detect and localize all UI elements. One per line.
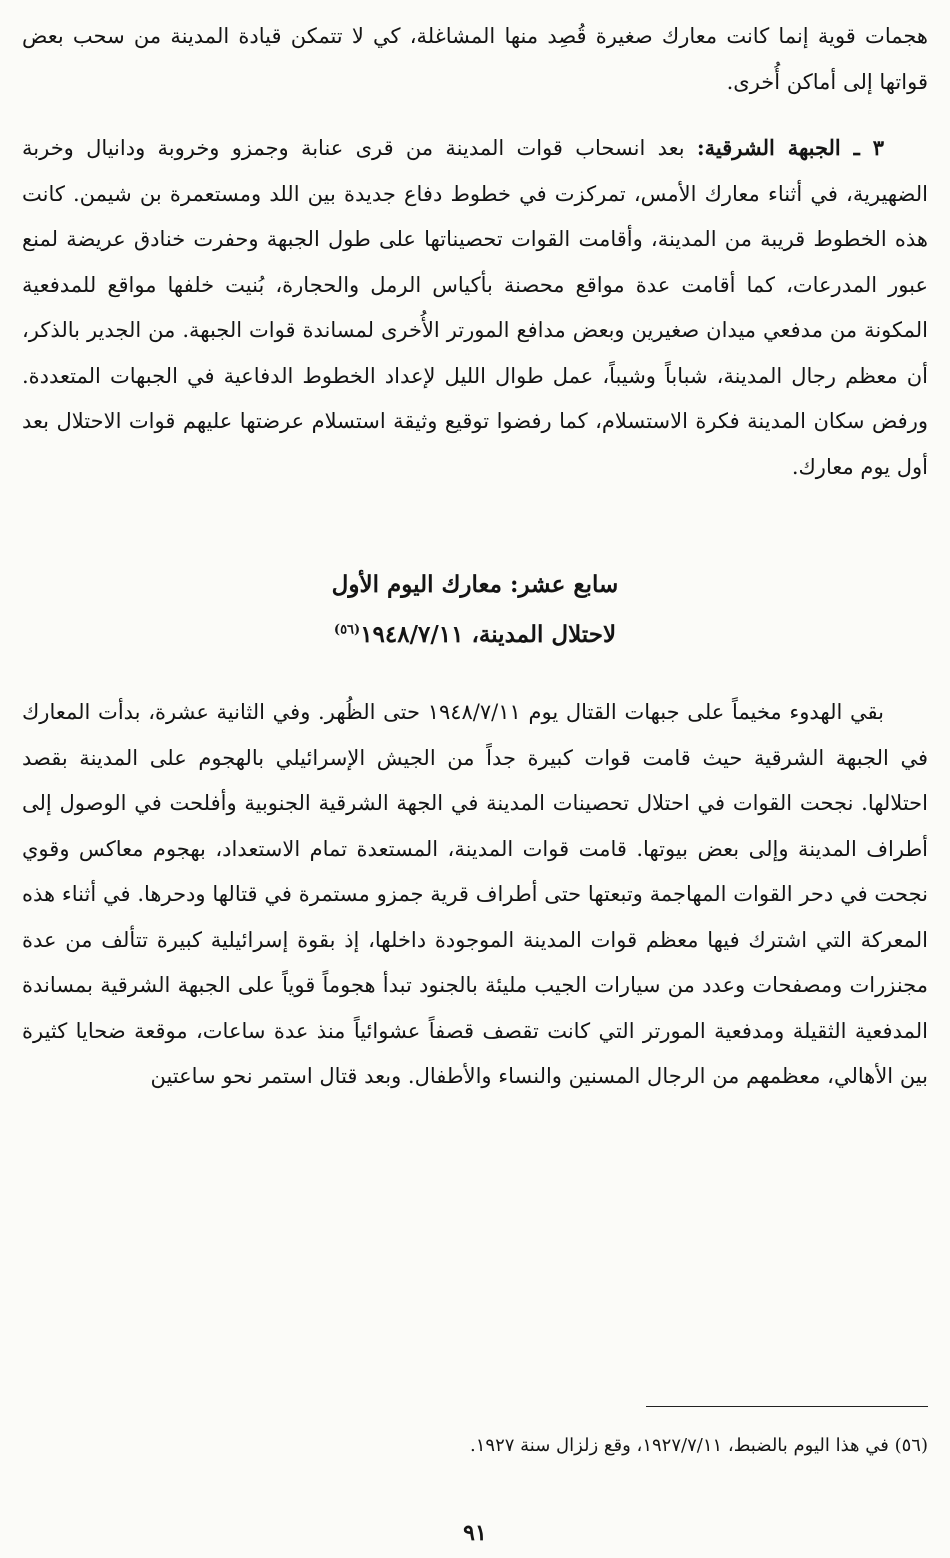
section-title-line-1: سابع عشر: معارك اليوم الأول xyxy=(331,571,619,598)
eastern-front-paragraph xyxy=(22,125,928,490)
book-page xyxy=(22,14,928,1558)
eastern-front-heading: ٣ ـ الجبهة الشرقية: xyxy=(696,135,884,160)
footnote-divider xyxy=(646,1406,928,1407)
section-title-line-2 xyxy=(22,610,928,660)
eastern-front-text: بعد انسحاب قوات المدينة من قرى عنابة وجمزو وخروبة ودانيال وخربة الضهيرية، في أثناء معارك الأمس، تمركزت في خطوط دفاع جديدة بين اللد ومستعمرة بن شيمن. كانت هذه الخطوط قريبة من المدينة، وأقامت القوات تحصيناتها على طول الجبهة وحفرت خنادق عريضة لمنع عبور المدرعات، كما أقامت عدة مواقع محصنة بأكياس الرمل والحجارة، بُنيت خلفها مواقع للمدفعية المكونة من مدفعي ميدان صغيرين وبعض مدافع المورتر الأُخرى لمساندة قوات الجبهة. من الجدير بالذكر، أن معظم رجال المدينة، شباباً وشيباً، عمل طوال الليل لإعداد الخطوط الدفاعية في الجبهات المتعددة. ورفض سكان المدينة فكرة الاستسلام، كما رفضوا توقيع وثيقة استسلام عرضتها عليهم قوات الاحتلال بعد أول يوم معارك. xyxy=(22,136,928,479)
continuation-paragraph: هجمات قوية إنما كانت معارك صغيرة قُصِد منها المشاغلة، كي لا تتمكن قيادة المدينة من سحب بعض قواتها إلى أماكن أُخرى. xyxy=(22,24,928,94)
section-title-line-2-text: لاحتلال المدينة، ١٩٤٨/٧/١١ xyxy=(360,621,617,648)
footnote-reference: (٥٦) xyxy=(333,622,361,638)
footnote: (٥٦) في هذا اليوم بالضبط، ١٩٢٧/٧/١١، وقع زلزال سنة ١٩٢٧. xyxy=(470,1435,928,1456)
section-body-paragraph: بقي الهدوء مخيماً على جبهات القتال يوم ١٩٤٨/٧/١١ حتى الظُهر. وفي الثانية عشرة، بدأت المعارك في الجبهة الشرقية حيث قامت قوات كبيرة جداً من الجيش الإسرائيلي بالهجوم على المدينة بقصد احتلالها. نجحت القوات في احتلال تحصينات المدينة في الجهة الشرقية الجنوبية وأفلحت في الوصول إلى أطراف المدينة وإلى بعض بيوتها. قامت قوات المدينة، المستعدة تمام الاستعداد، بهجوم معاكس وقوي نجحت في دحر القوات المهاجمة وتبعتها حتى أطراف قرية جمزو مستمرة في قتالها ودحرها. في أثناء هذه المعركة التي اشترك فيها معظم قوات المدينة الموجودة داخلها، إذ بقوة إسرائيلية كبيرة تتألف من عدة مجنزرات ومصفحات وعدد من سيارات الجيب مليئة بالجنود تبدأ هجوماً قوياً على الجبهة الشرقية بمساندة المدفعية الثقيلة ومدفعية المورتر التي كانت تقصف قصفاً عشوائياً منذ عدة ساعات، موقعة ضحايا كثيرة بين الأهالي، معظمهم من الرجال المسنين والنساء والأطفال. وبعد قتال استمر نحو ساعتين xyxy=(22,700,928,1088)
page-number: ٩١ xyxy=(463,1520,487,1546)
